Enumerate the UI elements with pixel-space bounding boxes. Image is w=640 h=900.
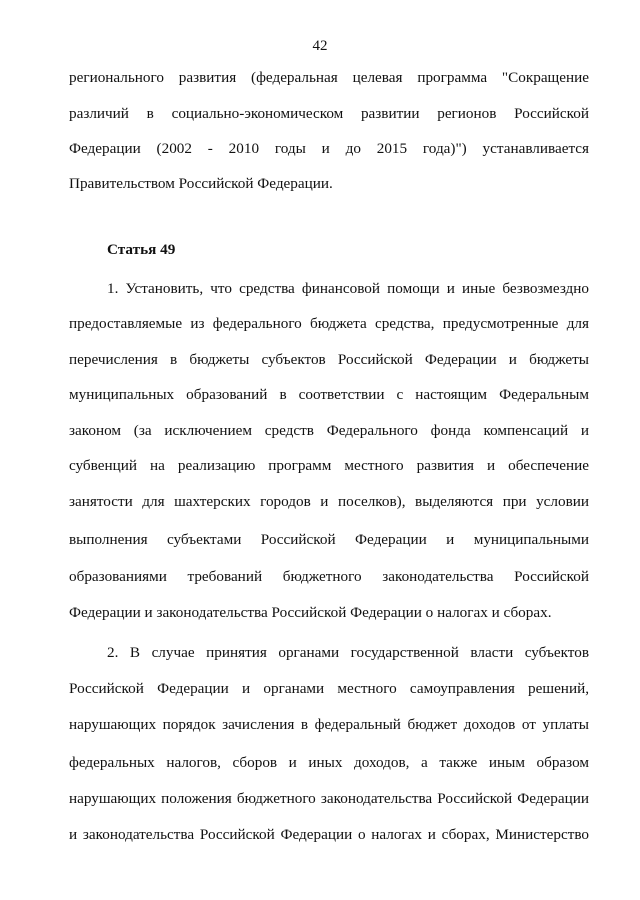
text-line: Федерации (2002 - 2010 годы и до 2015 года)") устанавливается <box>69 140 589 157</box>
text-line: субвенций на реализацию программ местного развития и обеспечение <box>69 457 589 474</box>
page-number: 42 <box>312 38 328 54</box>
article-heading: Статья 49 <box>107 241 176 258</box>
text-line: занятости для шахтерских городов и поселков), выделяются при условии <box>69 493 589 510</box>
text-line: перечисления в бюджеты субъектов Российской Федерации и бюджеты <box>69 351 589 368</box>
text-line: регионального развития (федеральная целевая программа "Сокращение <box>69 69 589 86</box>
text-line: Федерации и законодательства Российской Федерации о налогах и сборах. <box>69 604 552 621</box>
text-line: федеральных налогов, сборов и иных доходов, а также иным образом <box>69 754 589 771</box>
text-line: Правительством Российской Федерации. <box>69 175 333 192</box>
text-line: 2. В случае принятия органами государственной власти субъектов <box>107 644 589 661</box>
text-line: 1. Установить, что средства финансовой помощи и иные безвозмездно <box>107 280 589 297</box>
text-line: нарушающих положения бюджетного законодательства Российской Федерации <box>69 790 589 807</box>
text-line: Российской Федерации и органами местного самоуправления решений, <box>69 680 589 697</box>
text-line: предоставляемые из федерального бюджета средства, предусмотренные для <box>69 315 589 332</box>
text-line: и законодательства Российской Федерации о налогах и сборах, Министерство <box>69 826 589 843</box>
text-line: муниципальных образований в соответствии с настоящим Федеральным <box>69 386 589 403</box>
text-line: нарушающих порядок зачисления в федеральный бюджет доходов от уплаты <box>69 716 589 733</box>
text-line: выполнения субъектами Российской Федерации и муниципальными <box>69 531 589 548</box>
text-line: образованиями требований бюджетного законодательства Российской <box>69 568 589 585</box>
text-line: различий в социально-экономическом развитии регионов Российской <box>69 105 589 122</box>
text-line: законом (за исключением средств Федерального фонда компенсаций и <box>69 422 589 439</box>
